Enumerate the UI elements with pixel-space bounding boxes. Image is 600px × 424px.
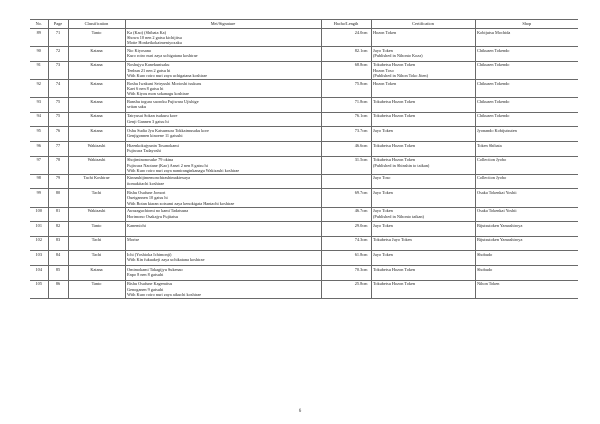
cell-mei-line: Horimono Osakajyu Fujitatsu xyxy=(127,213,179,219)
cell-mei-line: Showa 10 nen 2 gatsu kichijitsu xyxy=(127,34,182,40)
cell-no: 94 xyxy=(30,112,48,127)
cell-length: 46.6cm xyxy=(321,142,371,157)
cell-classification: Tanto xyxy=(68,280,125,298)
cell-no: 104 xyxy=(30,266,48,281)
cell-certification xyxy=(371,80,475,98)
cell-mei xyxy=(125,236,321,251)
cell-mei-line: Kinnashijimemonchirashimakiexaya xyxy=(127,175,191,181)
cell-mei xyxy=(125,29,321,47)
cell-certification-line: Juyo Token xyxy=(373,47,393,53)
cell-certification-line: (Published in Shinshin to taikan) xyxy=(373,162,430,168)
cell-page: 86 xyxy=(48,280,68,298)
cell-shop: Nihon Token xyxy=(475,280,578,298)
cell-certification-line: Tokubetsu Hozon Token xyxy=(373,266,416,272)
cell-mei-line: With Kiyou mon sokanagu koshirae xyxy=(127,91,189,97)
cell-page: 75 xyxy=(48,112,68,127)
cell-certification-line: Juyo Token xyxy=(373,251,393,257)
cell-page: 73 xyxy=(48,61,68,79)
cell-classification: Tanto xyxy=(68,222,125,237)
cell-length: 29.0cm xyxy=(321,222,371,237)
cell-mei-line: Ichi (Yoshioka Ichimonji) xyxy=(127,251,172,257)
cell-mei-line: Boshu Iwakuni Seiryushi Morioshi tsukuru xyxy=(127,80,202,86)
cell-certification-line: Tokubetsu Juyo Token xyxy=(373,237,412,243)
cell-page: 72 xyxy=(48,47,68,62)
cell-mei-line: Morise xyxy=(127,237,140,243)
cell-mei xyxy=(125,174,321,189)
cell-mei-line: Enpo 8 nen 8 gatsuhi xyxy=(127,271,164,277)
cell-certification xyxy=(371,61,475,79)
cell-shop: Chikuzen Tokendo xyxy=(475,112,578,127)
cell-certification xyxy=(371,236,475,251)
cell-length: 69.7cm xyxy=(321,189,371,207)
cell-shop: Chikuzen Tokendo xyxy=(475,80,578,98)
col-header-mei: Mei/Signature xyxy=(125,20,321,29)
cell-page: 85 xyxy=(48,266,68,281)
cell-shop: Chikuzen Tokendo xyxy=(475,47,578,62)
cell-classification: Tanto xyxy=(68,29,125,47)
cell-certification-line: Tokubetsu Hozon Token xyxy=(373,98,416,104)
cell-shop: Bijutsutoken Yamashiroya xyxy=(475,236,578,251)
cell-mei-line: seitan saku xyxy=(127,104,146,110)
cell-mei-line: With Botan kiaran zotsumi zaya kenokigata Hantachi koshirae xyxy=(127,200,235,206)
col-header-no: No. xyxy=(30,20,48,29)
cell-no: 90 xyxy=(30,47,48,62)
cell-shop: Jyonando Kobijutsuten xyxy=(475,127,578,142)
cell-certification-line: Tokubetsu Hozon Token xyxy=(373,281,416,287)
cell-shop: Osaka Tokenkai Yoshii xyxy=(475,189,578,207)
cell-no: 97 xyxy=(30,156,48,174)
cell-length: 61.8cm xyxy=(321,251,371,266)
cell-classification: Katana xyxy=(68,266,125,281)
cell-no: 100 xyxy=(30,207,48,222)
table-row xyxy=(30,174,578,189)
table-row xyxy=(30,112,578,127)
cell-classification: Katana xyxy=(68,61,125,79)
cell-classification: Tachi xyxy=(68,189,125,207)
cell-mei-line: With Kin fukuakeji zaya uchikatana koshirae xyxy=(127,257,205,263)
cell-mei-line: Awazaguchiomi no kami Tadatsuna xyxy=(127,208,189,214)
cell-page: 81 xyxy=(48,207,68,222)
cell-mei-line: Banshu togura saoroku Fujiwara Ujishige xyxy=(127,98,199,104)
cell-shop: Chikuzen Tokendo xyxy=(475,98,578,113)
cell-mei xyxy=(125,142,321,157)
cell-classification: Wakizashi xyxy=(68,207,125,222)
cell-mei-line: Nio Kiyosana xyxy=(127,47,151,53)
cell-certification-line: Juyo Token xyxy=(373,222,393,228)
cell-classification: Katana xyxy=(68,47,125,62)
cell-shop: Collection Jyobo xyxy=(475,156,578,174)
cell-certification xyxy=(371,174,475,189)
cell-shop: Shobudo xyxy=(475,266,578,281)
cell-certification-line: (Published in Nihonto taikan) xyxy=(373,213,424,219)
cell-length: 68.8cm xyxy=(321,61,371,79)
cell-mei-line: Genoganen 9 gatsuhi xyxy=(127,286,164,292)
cell-length: 25.8cm xyxy=(321,280,371,298)
cell-certification-line: Juyo Token xyxy=(373,208,393,214)
cell-mei-line: Oueigannen 10 gatsu hi xyxy=(127,195,168,201)
cell-no: 98 xyxy=(30,174,48,189)
cell-certification-line: Hozon Toso xyxy=(373,67,394,73)
table-row xyxy=(30,156,578,174)
cell-mei-line: Hizenkokujyunin Tosanokami xyxy=(127,142,179,148)
cell-page: 74 xyxy=(48,80,68,98)
cell-shop: Token Shibata xyxy=(475,142,578,157)
cell-mei xyxy=(125,207,321,222)
cell-length: 73.7cm xyxy=(321,127,371,142)
cell-shop: Kobijutsu Mochida xyxy=(475,29,578,47)
cell-classification: Wakizashi xyxy=(68,156,125,174)
table-row xyxy=(30,266,578,281)
cell-mei-line: With Kuro roiro nuri zaya aikuchi koshirae xyxy=(127,291,202,297)
cell-mei-line: Noshujyu Kanekunisaku xyxy=(127,62,170,68)
cell-certification-line: (Published in Nihon Toko Jiten) xyxy=(373,73,429,79)
page-number: 6 xyxy=(298,409,302,414)
cell-page: 78 xyxy=(48,156,68,174)
table-row xyxy=(30,280,578,298)
table-row xyxy=(30,142,578,157)
cell-mei xyxy=(125,47,321,62)
cell-length xyxy=(321,174,371,189)
cell-mei xyxy=(125,61,321,79)
cell-classification: Katana xyxy=(68,80,125,98)
cell-shop: Shobudo xyxy=(475,251,578,266)
cell-mei-line: Tairyusai Sokan tsukuru kore xyxy=(127,113,178,119)
cell-no: 105 xyxy=(30,280,48,298)
cell-no: 99 xyxy=(30,189,48,207)
cell-length: 31.5cm xyxy=(321,156,371,174)
cell-certification xyxy=(371,251,475,266)
cell-mei xyxy=(125,189,321,207)
cell-certification xyxy=(371,98,475,113)
cell-mei xyxy=(125,266,321,281)
cell-certification-line: Juyo Token xyxy=(373,127,393,133)
cell-mei-line: Motte Honkeikokaimeniyoxaku xyxy=(127,40,182,46)
cell-no: 101 xyxy=(30,222,48,237)
cell-classification: Tachi Koshirae xyxy=(68,174,125,189)
cell-mei-line: Fujiwara Tadayoshi xyxy=(127,147,161,153)
cell-certification xyxy=(371,112,475,127)
cell-mei xyxy=(125,222,321,237)
cell-certification xyxy=(371,127,475,142)
cell-certification xyxy=(371,189,475,207)
table-body xyxy=(30,29,578,299)
table-row xyxy=(30,29,578,47)
cell-mei xyxy=(125,80,321,98)
cell-mei xyxy=(125,112,321,127)
cell-length: 46.7cm xyxy=(321,207,371,222)
cell-mei-line: With Kuro roiro nuri zaya uchigatana koshirae xyxy=(127,73,208,79)
cell-mei-line: itomakitachi koshirae xyxy=(127,180,165,186)
table-row xyxy=(30,236,578,251)
table-row xyxy=(30,98,578,113)
cell-mei-line: With Kuro roiro nuri zaya namiranginkanagu Wakizashi koshirae xyxy=(127,167,240,173)
cell-page: 71 xyxy=(48,29,68,47)
table-row xyxy=(30,61,578,79)
cell-length: 76.1cm xyxy=(321,112,371,127)
cell-length: 24.0cm xyxy=(321,29,371,47)
cell-page: 75 xyxy=(48,98,68,113)
cell-certification-line: Tokubetsu Hozon Token xyxy=(373,157,416,163)
cell-mei-line: Kuro roiro nuri zaya uchigatana koshirae xyxy=(127,53,198,59)
cell-certification xyxy=(371,142,475,157)
cell-no: 92 xyxy=(30,80,48,98)
cell-classification: Katana xyxy=(68,98,125,113)
cell-length: 71.8cm xyxy=(321,98,371,113)
cell-certification xyxy=(371,280,475,298)
cell-mei-line: Omimokami Takagijyu Sukenao xyxy=(127,266,183,272)
cell-certification-line: Juyo Token xyxy=(373,189,393,195)
cell-mei xyxy=(125,280,321,298)
cell-certification xyxy=(371,222,475,237)
table-row xyxy=(30,47,578,62)
cell-certification xyxy=(371,47,475,62)
col-header-certification: Certification xyxy=(371,20,475,29)
cell-page: 84 xyxy=(48,251,68,266)
cell-mei xyxy=(125,127,321,142)
cell-shop: Chikuzen Tokendo xyxy=(475,61,578,79)
col-header-page: Page xyxy=(48,20,68,29)
cell-mei-line: Genjigonnen kinoene 11 gatsuhi xyxy=(127,133,183,139)
cell-page: 79 xyxy=(48,174,68,189)
cell-certification xyxy=(371,207,475,222)
cell-mei-line: Bishu Osafune Jomori xyxy=(127,189,166,195)
cell-page: 76 xyxy=(48,127,68,142)
cell-certification-line: Tokubetsu Hozon Token xyxy=(373,62,416,68)
cell-no: 96 xyxy=(30,142,48,157)
cell-no: 103 xyxy=(30,251,48,266)
catalog-sheet xyxy=(30,19,578,299)
cell-certification-line: (Published in Nihonto Koza) xyxy=(373,53,423,59)
cell-mei-line: Shojiminonosuke 79 okina xyxy=(127,157,174,163)
cell-page: 82 xyxy=(48,222,68,237)
cell-certification xyxy=(371,266,475,281)
cell-page: 83 xyxy=(48,236,68,251)
cell-shop: Bijutsutoken Yamashiroya xyxy=(475,222,578,237)
cell-certification-line: Tokubetsu Hozon Token xyxy=(373,113,416,119)
cell-length: 70.3cm xyxy=(321,266,371,281)
cell-classification: Wakizashi xyxy=(68,142,125,157)
cell-certification-line: Hozon Token xyxy=(373,29,397,35)
cell-mei-line: Genji Gannen 3 gatsu hi xyxy=(127,118,169,124)
cell-page: 77 xyxy=(48,142,68,157)
cell-mei xyxy=(125,251,321,266)
cell-certification-line: Hozon Token xyxy=(373,80,397,86)
cell-certification-line: Juyo Toso xyxy=(373,175,391,181)
cell-length: 74.3cm xyxy=(321,236,371,251)
cell-classification: Tachi xyxy=(68,251,125,266)
table-row xyxy=(30,207,578,222)
header-row xyxy=(30,20,578,29)
cell-no: 102 xyxy=(30,236,48,251)
cell-no: 95 xyxy=(30,127,48,142)
cell-length: 82.1cm xyxy=(321,47,371,62)
table-row xyxy=(30,127,578,142)
cell-mei-line: Tenbun 21 nen 2 gatsu hi xyxy=(127,67,171,73)
cell-mei-line: Ka (Kao) (Shibata Ka) xyxy=(127,29,167,35)
cell-certification xyxy=(371,29,475,47)
cell-classification: Katana xyxy=(68,127,125,142)
cell-mei-line: Bishu Osafune Kagemitsu xyxy=(127,281,173,287)
col-header-shop: Shop xyxy=(475,20,578,29)
cell-shop: Collection Jyobo xyxy=(475,174,578,189)
cell-mei xyxy=(125,156,321,174)
cell-no: 91 xyxy=(30,61,48,79)
table-row xyxy=(30,222,578,237)
table-row xyxy=(30,80,578,98)
table-row xyxy=(30,251,578,266)
cell-page: 80 xyxy=(48,189,68,207)
cell-length: 75.8cm xyxy=(321,80,371,98)
cell-certification-line: Tokubetsu Hozon Token xyxy=(373,142,416,148)
cell-mei-line: Fujiwara Naotane (Kao) Ansei 2 nen 8 gatsu hi xyxy=(127,162,208,168)
catalog-table xyxy=(30,19,578,299)
cell-mei xyxy=(125,98,321,113)
cell-no: 89 xyxy=(30,29,48,47)
cell-classification: Tachi xyxy=(68,236,125,251)
cell-certification xyxy=(371,156,475,174)
cell-shop: Osaka Tokenkai Yoshii xyxy=(475,207,578,222)
cell-classification: Katana xyxy=(68,112,125,127)
col-header-classification: Classification xyxy=(68,20,125,29)
cell-mei-line: Kanemichi xyxy=(127,222,146,228)
cell-mei-line: Oshu Sudia Jyu Katsumura Tokkaimusaku kore xyxy=(127,127,209,133)
col-header-length: Hacho/Length xyxy=(321,20,371,29)
cell-no: 93 xyxy=(30,98,48,113)
table-row xyxy=(30,189,578,207)
cell-mei-line: Kaei 6 nen 8 gatsu hi xyxy=(127,85,164,91)
